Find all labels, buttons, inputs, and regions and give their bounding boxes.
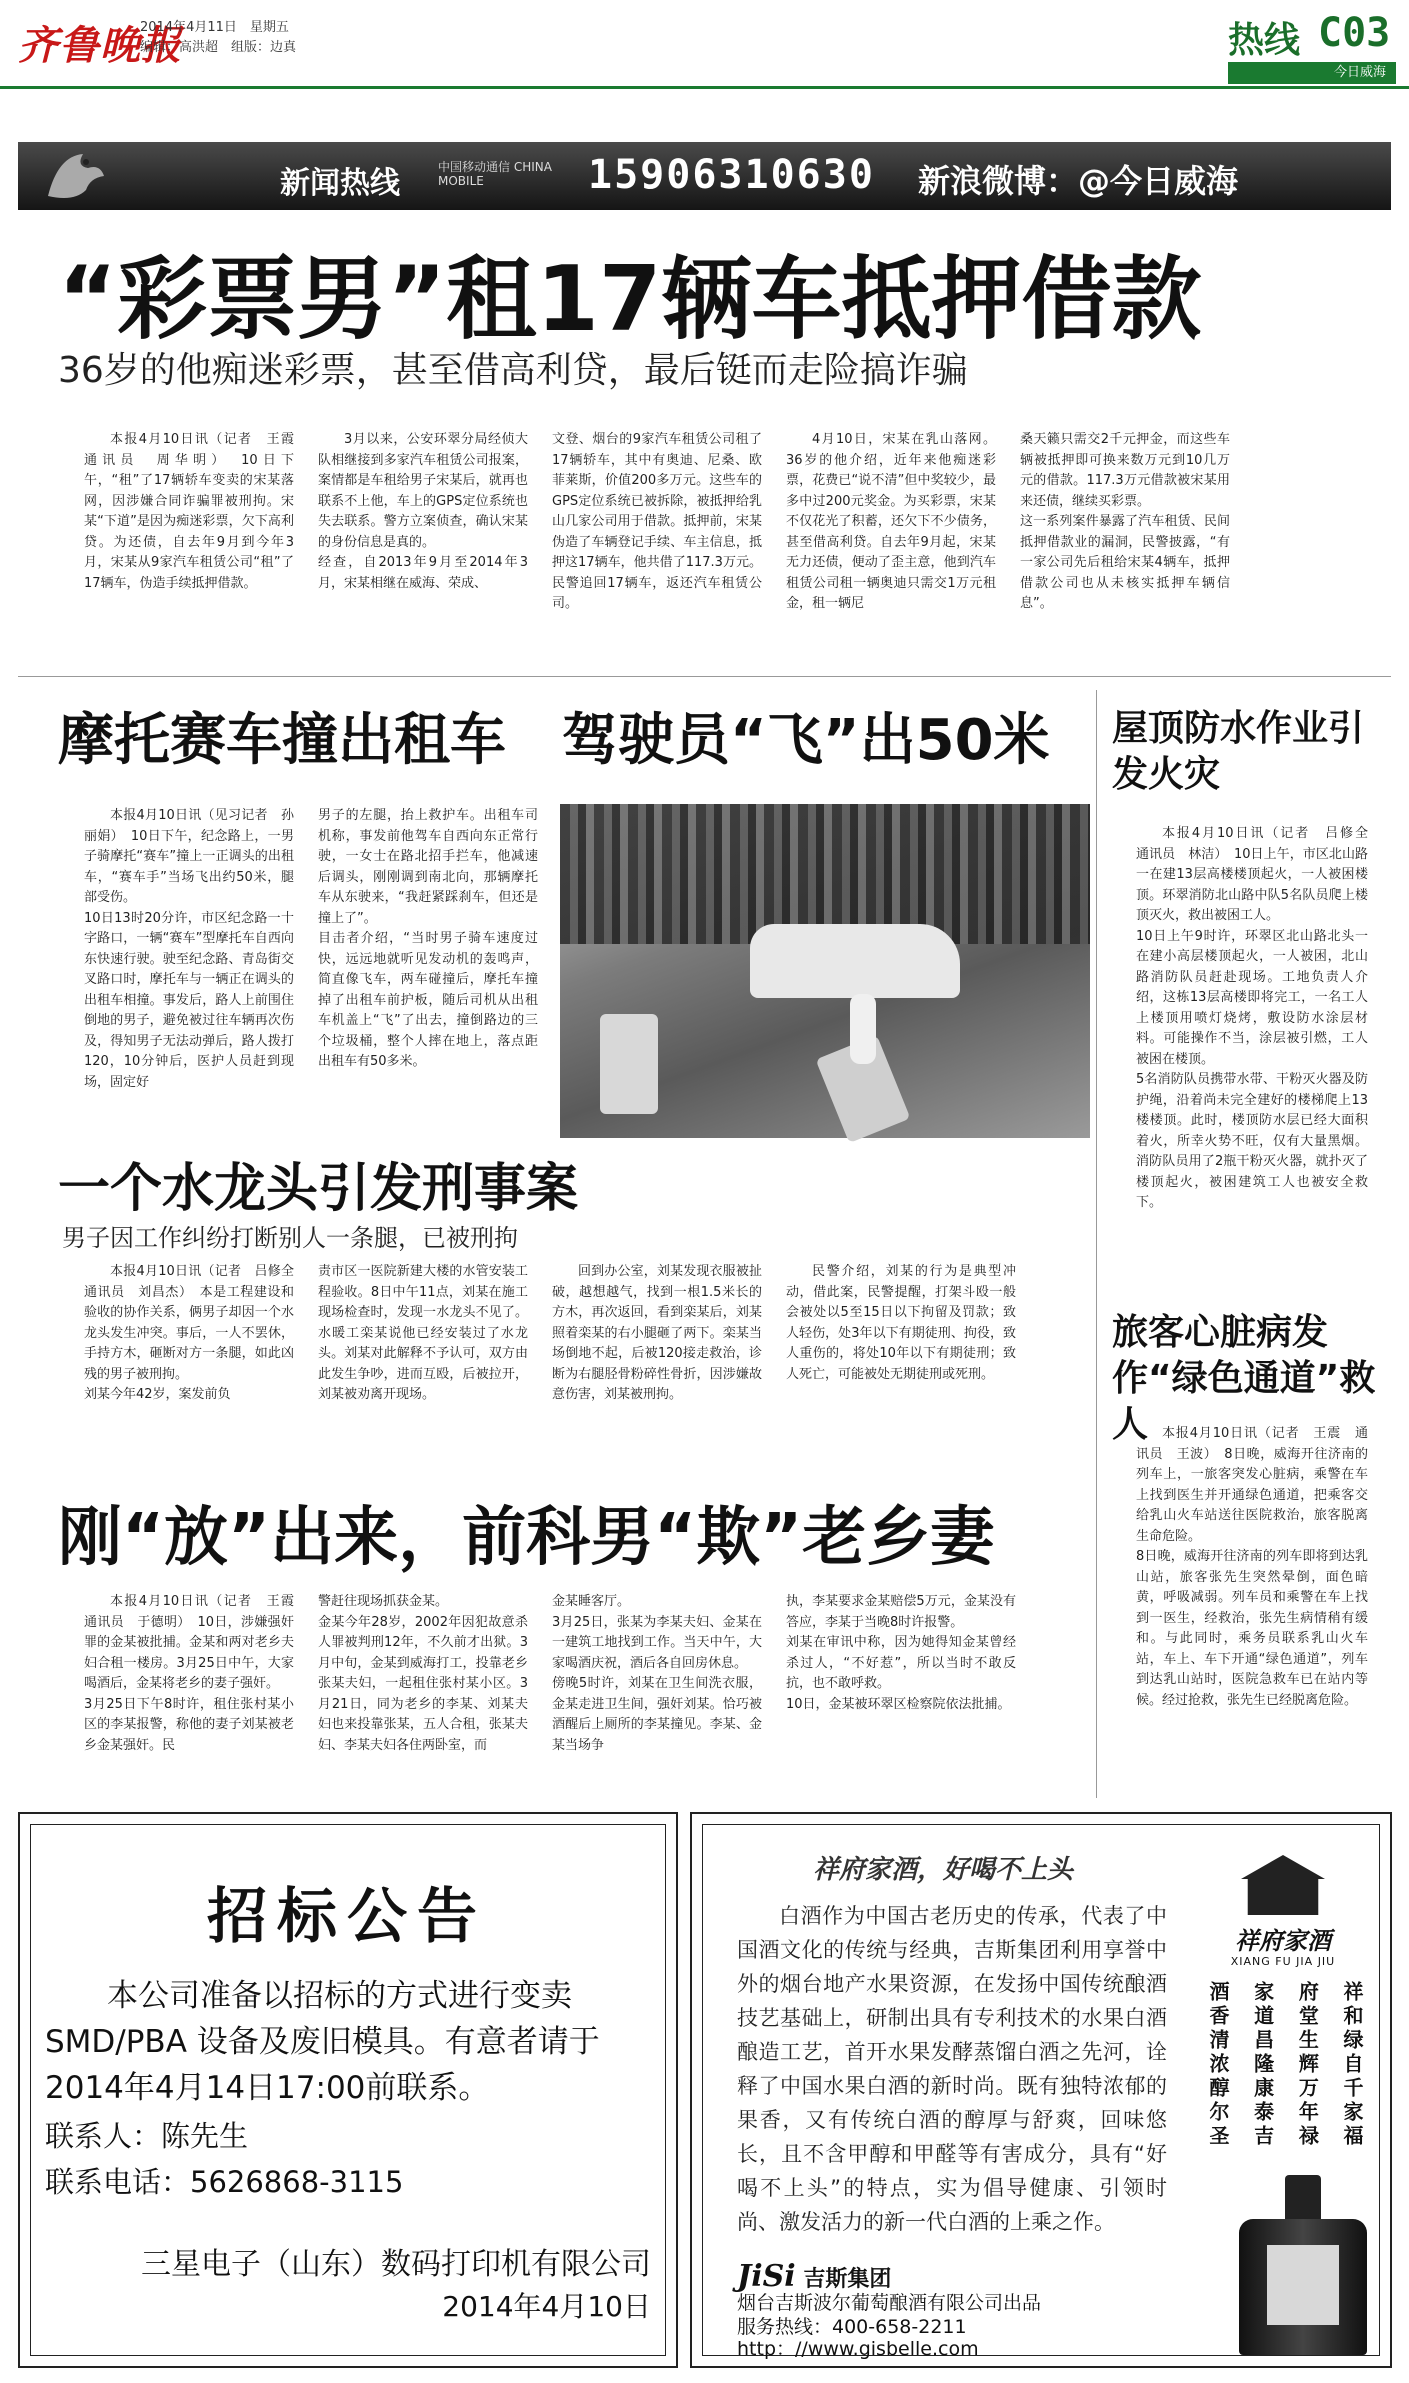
story1-col1: 本报4月10日讯（记者 王霞 通讯员 周华明） 10日下午，“租”了17辆轿车变卖的宋某落网，因涉嫌合同诈骗罪被刑拘。宋某“下道”是因为痴迷彩票，欠下高利贷。为还债，自去年9月到今年3月，宋某从9家汽车租赁公司“租”了17辆车，伪造手续抵押借款。 [84,432,308,591]
hotline-label: 新闻热线 [280,166,400,201]
wine-company: 烟台吉斯波尔葡萄酿酒有限公司出品 [737,2292,1042,2314]
photo-crowd [560,804,1090,944]
wine-body: 白酒作为中国古老历史的传承，代表了中国酒文化的传统与经典，吉斯集团利用享誉中外的烟台地产水果资源，在发扬中国传统酿酒技艺基础上，研制出具有专利技术的水果白酒酿造工艺，首开水果发酵蒸馏白酒之先河，诠释了中国水果白酒的新时尚。既有独特浓郁的果香，又有传统白酒的醇厚与舒爽，回味悠长，且不含甲醇和甲醛等有害成分，具有“好喝不上头”的特点，实为倡导健康、引领时尚、激发活力的新一代白酒的上乘之作。 [737,1904,1167,2234]
accident-photo [560,804,1090,1138]
story4-headline: 刚“放”出来，前科男“欺”老乡妻 [58,1501,995,1575]
side1-headline: 屋顶防水作业引发火灾 [1112,708,1365,795]
story1-col4: 4月10日，宋某在乳山落网。36岁的他介绍，近年来他痴迷彩票，花费已“说不清”但中奖较少，最多中过200元奖金。为买彩票，宋某不仅花光了积蓄，还欠下不少债务，甚至借高利贷。自去年9月起，宋某无力还债，便动了歪主意，他到汽车租赁公司租一辆奥迪只需交1万元租金，租一辆尼 [786,432,996,611]
tender-ad [18,1812,678,2368]
photo-trash-bin [600,1014,658,1114]
story1-subhead: 36岁的他痴迷彩票，甚至借高利贷，最后铤而走险搞诈骗 [58,350,968,391]
section-sub: 今日威海 [1228,62,1396,84]
date-line: 2014年4月11日 星期五 [140,20,289,35]
poem-line: 酒香清浓醇尔圣 [1206,1981,1230,2149]
china-mobile-logo: 中国移动通信 CHINA MOBILE [438,160,552,188]
wine-brand-box [1193,1855,1373,2149]
side1-body: 本报4月10日讯（记者 吕修全 通讯员 林洁） 10日上午，市区北山路一在建13层高楼楼顶起火，一人被困楼顶。环翠消防北山路中队5名队员爬上楼顶灭火，救出被困工人。 10日上午9时许，环翠区北山路北头一在建小高层楼顶起火，一人被困，北山路消防队员赶赴现场。工地负责人介绍，这栋13层高楼即将完工，一名工人上楼顶用喷灯烧烤，敷设防水涂层材料。可能操作不当，涂层被引燃，工人被困在楼顶。 5名消防队员携带水带、干粉灭火器及防护绳，沿着尚未完全建好的楼梯爬上13楼楼顶。此时，楼顶防水层已经大面积着火，所幸火势不旺，仅有大量黑烟。消防队员用了2瓶干粉灭火器，就扑灭了楼顶起火，被困建筑工人也被安全救下。 [1136,826,1368,1210]
wine-ad-frame [702,1824,1380,2360]
tender-title: 招标公告 [207,1882,487,1952]
tender-contact: 联系人：陈先生 [45,2119,249,2153]
side-divider [1096,690,1097,1798]
newspaper-logo: 齐鲁晚报 [18,22,182,69]
story3-col2: 责市区一医院新建大楼的水管安装工程验收。8日中午11点，刘某在施工现场检查时，发现一水龙头不见了。水暖工栾某说他已经安装过了水龙头。刘某对此解释不予认可，双方由此发生争吵，进而互殴，后被拉开，刘某被劝离开现场。 [318,1264,528,1402]
poem-line: 府堂生辉万年禄 [1295,1981,1320,2149]
tender-company: 三星电子（山东）数码打印机有限公司 [141,2247,651,2282]
story4-col2: 警赶往现场抓获金某。 金某今年28岁，2002年因犯故意杀人罪被判刑12年，不久前才出狱。3月中旬，金某到威海打工，投靠老乡张某夫妇，一起租住张村某小区。3月21日，同为老乡的李某、刘某夫妇也来投靠张某，五人合租，张某夫妇、李某夫妇各住两卧室，而 [318,1594,528,1753]
divider [18,676,1391,677]
photo-person [850,994,876,1064]
section-label: 热线 [1228,20,1301,61]
wine-brand-en: XIANG FU JIA JIU [1230,1955,1336,1968]
editor-line: 编辑：高洪超 组版：边真 [140,40,297,55]
bottle-neck [1285,2175,1321,2221]
story3-col3: 回到办公室，刘某发现衣服被扯破，越想越气，找到一根1.5米长的方木，再次返回，看到栾某后，刘某照着栾某的右小腿砸了两下。栾某当场倒地不起，后被120接走救治，诊断为右腿胫骨粉碎性骨折，因涉嫌故意伤害，刘某被刑拘。 [552,1264,762,1402]
story2-col1: 本报4月10日讯（见习记者 孙丽娟） 10日下午，纪念路上，一男子骑摩托“赛车”撞上一正调头的出租车，“赛车手”当场飞出约50米，腿部受伤。 10日13时20分许，市区纪念路一十字路口，一辆“赛车”型摩托车自西向东快速行驶。驶至纪念路、青岛街交叉路口时，摩托车与一辆正在调头的出租车相撞。事发后，路人上前围住倒地的男子，避免被过往车辆再次伤及，得知男子无法动弹后，路人拨打120，10分钟后，医护人员赶到现场，固定好 [84,808,294,1090]
tender-phone: 联系电话：5626868-3115 [45,2165,404,2199]
page-code: C03 [1318,10,1391,56]
story4-col1: 本报4月10日讯（记者 王霞 通讯员 于德明） 10日，涉嫌强奸罪的金某被批捕。金某和两对老乡夫妇合租一楼房。3月25日中午，大家喝酒后，金某将老乡的妻子强奸。 3月25日下午8时许，租住张村某小区的李某报警，称他的妻子刘某被老乡金某强奸。民 [84,1594,294,1753]
hotline-phone: 15906310630 [588,152,875,198]
story4-col3: 金某睡客厅。 3月25日，张某为李某夫妇、金某在一建筑工地找到工作。当天中午，大家喝酒庆祝，酒后各自回房休息。 傍晚5时许，刘某在卫生间洗衣服，金某走进卫生间，强奸刘某。恰巧被酒醒后上厕所的李某撞见。李某、金某当场争 [552,1594,762,1753]
masthead-meta [140,18,296,58]
poem-line: 祥和绿自千家福 [1339,1981,1364,2149]
jisi-logo-mark: JiSi [737,2259,796,2294]
tender-body: 本公司准备以招标的方式进行变卖 SMD/PBA 设备及废旧模具。有意者请于2014年4月14日17:00前联系。 [45,1978,600,2106]
wine-bottle-image [1233,2175,1373,2355]
story1-col2: 3月以来，公安环翠分局经侦大队相继接到多家汽车租赁公司报案，案情都是车租给男子宋某后，就再也联系不上他，车上的GPS定位系统也失去联系。警方立案侦查，确认宋某的身份信息是真的。 经查，自2013年9月至2014年3月，宋某相继在威海、荣成、 [318,432,528,591]
header-rule [0,86,1409,89]
wine-phone: 服务热线：400-658-2211 [737,2316,967,2338]
wine-url: http：//www.gisbelle.com [737,2338,979,2360]
side2-body: 本报4月10日讯（记者 王震 通讯员 王波） 8日晚，威海开往济南的列车上，一旅客突发心脏病，乘警在车上找到医生并开通绿色通道，把乘客交给乳山火车站送往医院救治，旅客脱离生命危险。 8日晚，威海开往济南的列车即将到达乳山站，旅客张先生突然晕倒，面色暗黄，呼吸减弱。列车员和乘警在车上找到一医生，经救治，张先生病情稍有缓和。与此同时，乘务员联系乳山火车站，车上、车下开通“绿色通道”，列车到达乳山站时，医院急救车已在站内等候。经过抢救，张先生已经脱离危险。 [1136,1426,1368,1708]
tender-date: 2014年4月10日 [442,2290,651,2323]
wine-slogan: 祥府家酒，好喝不上头 [813,1855,1074,1885]
wine-brand: 祥府家酒 [1235,1926,1331,1955]
story1-col3: 文登、烟台的9家汽车租赁公司租了17辆轿车，其中有奥迪、尼桑、欧菲莱斯，价值200多万元。这些车的GPS定位系统已被拆除，被抵押给乳山几家公司用于借款。抵押前，宋某伪造了车辆登记手续、车主信息，抵押这17辆车，他共借了117.3万元。民警追回17辆车，返还汽车租赁公司。 [552,432,762,611]
wine-ad [690,1812,1392,2368]
jisi-logo-text: 吉斯集团 [803,2267,892,2292]
story4-col4: 执，李某要求金某赔偿5万元，金某没有答应，李某于当晚8时许报警。 刘某在审讯中称，因为她得知金某曾经杀过人，“不好惹”，所以当时不敢反抗，也不敢呼救。 10日，金某被环翠区检察院依法批捕。 [786,1594,1016,1712]
story3-col1: 本报4月10日讯（记者 吕修全 通讯员 刘昌杰） 本是工程建设和验收的协作关系，俩男子却因一个水龙头发生冲突。事后，一人不罢休，手持方木，砸断对方一条腿，如此凶残的男子被刑拘。 刘某今年42岁，案发前负 [84,1264,294,1402]
hotline-weibo: 新浪微博：@今日威海 [918,162,1239,200]
side2-headline: 旅客心脏病发作“绿色通道”救人 [1112,1312,1376,1445]
story3-subhead: 男子因工作纠纷打断别人一条腿，已被刑拘 [62,1224,518,1252]
bird-icon [38,146,108,206]
story1-headline: “彩票男”租17辆车抵押借款 [58,247,1202,352]
poem-line: 家道昌隆康泰吉 [1250,1981,1275,2149]
photo-taxi [750,924,960,998]
story1-col5: 桑天籁只需交2千元押金，而这些车辆被抵押即可换来数万元到10几万元的借款。117.3万元借款被宋某用来还债，继续买彩票。 这一系列案件暴露了汽车租赁、民间抵押借款业的漏洞，民警披露，“有一家公司先后租给宋某4辆车，抵押借款公司也从未核实抵押车辆信息”。 [1020,432,1230,611]
story3-col4: 民警介绍，刘某的行为是典型冲动，借此案，民警提醒，打架斗殴一般会被处以5至15日以下拘留及罚款；致人轻伤，处3年以下有期徒刑、拘役，致人重伤的，将处10年以下有期徒刑；致人死亡，可能被处无期徒刑或死刑。 [786,1264,1016,1382]
story2-headline: 摩托赛车撞出租车 驾驶员“飞”出50米 [58,708,1050,773]
tender-ad-frame [30,1824,666,2356]
story2-col2: 男子的左腿，抬上救护车。出租车司机称，事发前他驾车自西向东正常行驶，一女士在路北招手拦车，他减速后调头，刚刚调到南北向，那辆摩托车从东驶来，“我赶紧踩刹车，但还是撞上了”。 目击者介绍，“当时男子骑车速度过快，远远地就听见发动机的轰鸣声，简直像飞车，两车碰撞后，摩托车撞掉了出租车前护板，随后司机从出租车机盖上“飞”了出去，撞倒路边的三个垃圾桶，整个人摔在地上，落点距出租车有50多米。 [318,808,538,1069]
house-icon [1241,1855,1325,1915]
wine-poem [1205,1981,1365,2149]
jisi-logo [737,2259,891,2294]
bottle-label [1267,2245,1339,2325]
story3-headline: 一个水龙头引发刑事案 [58,1159,579,1219]
hotline-banner [18,142,1391,210]
